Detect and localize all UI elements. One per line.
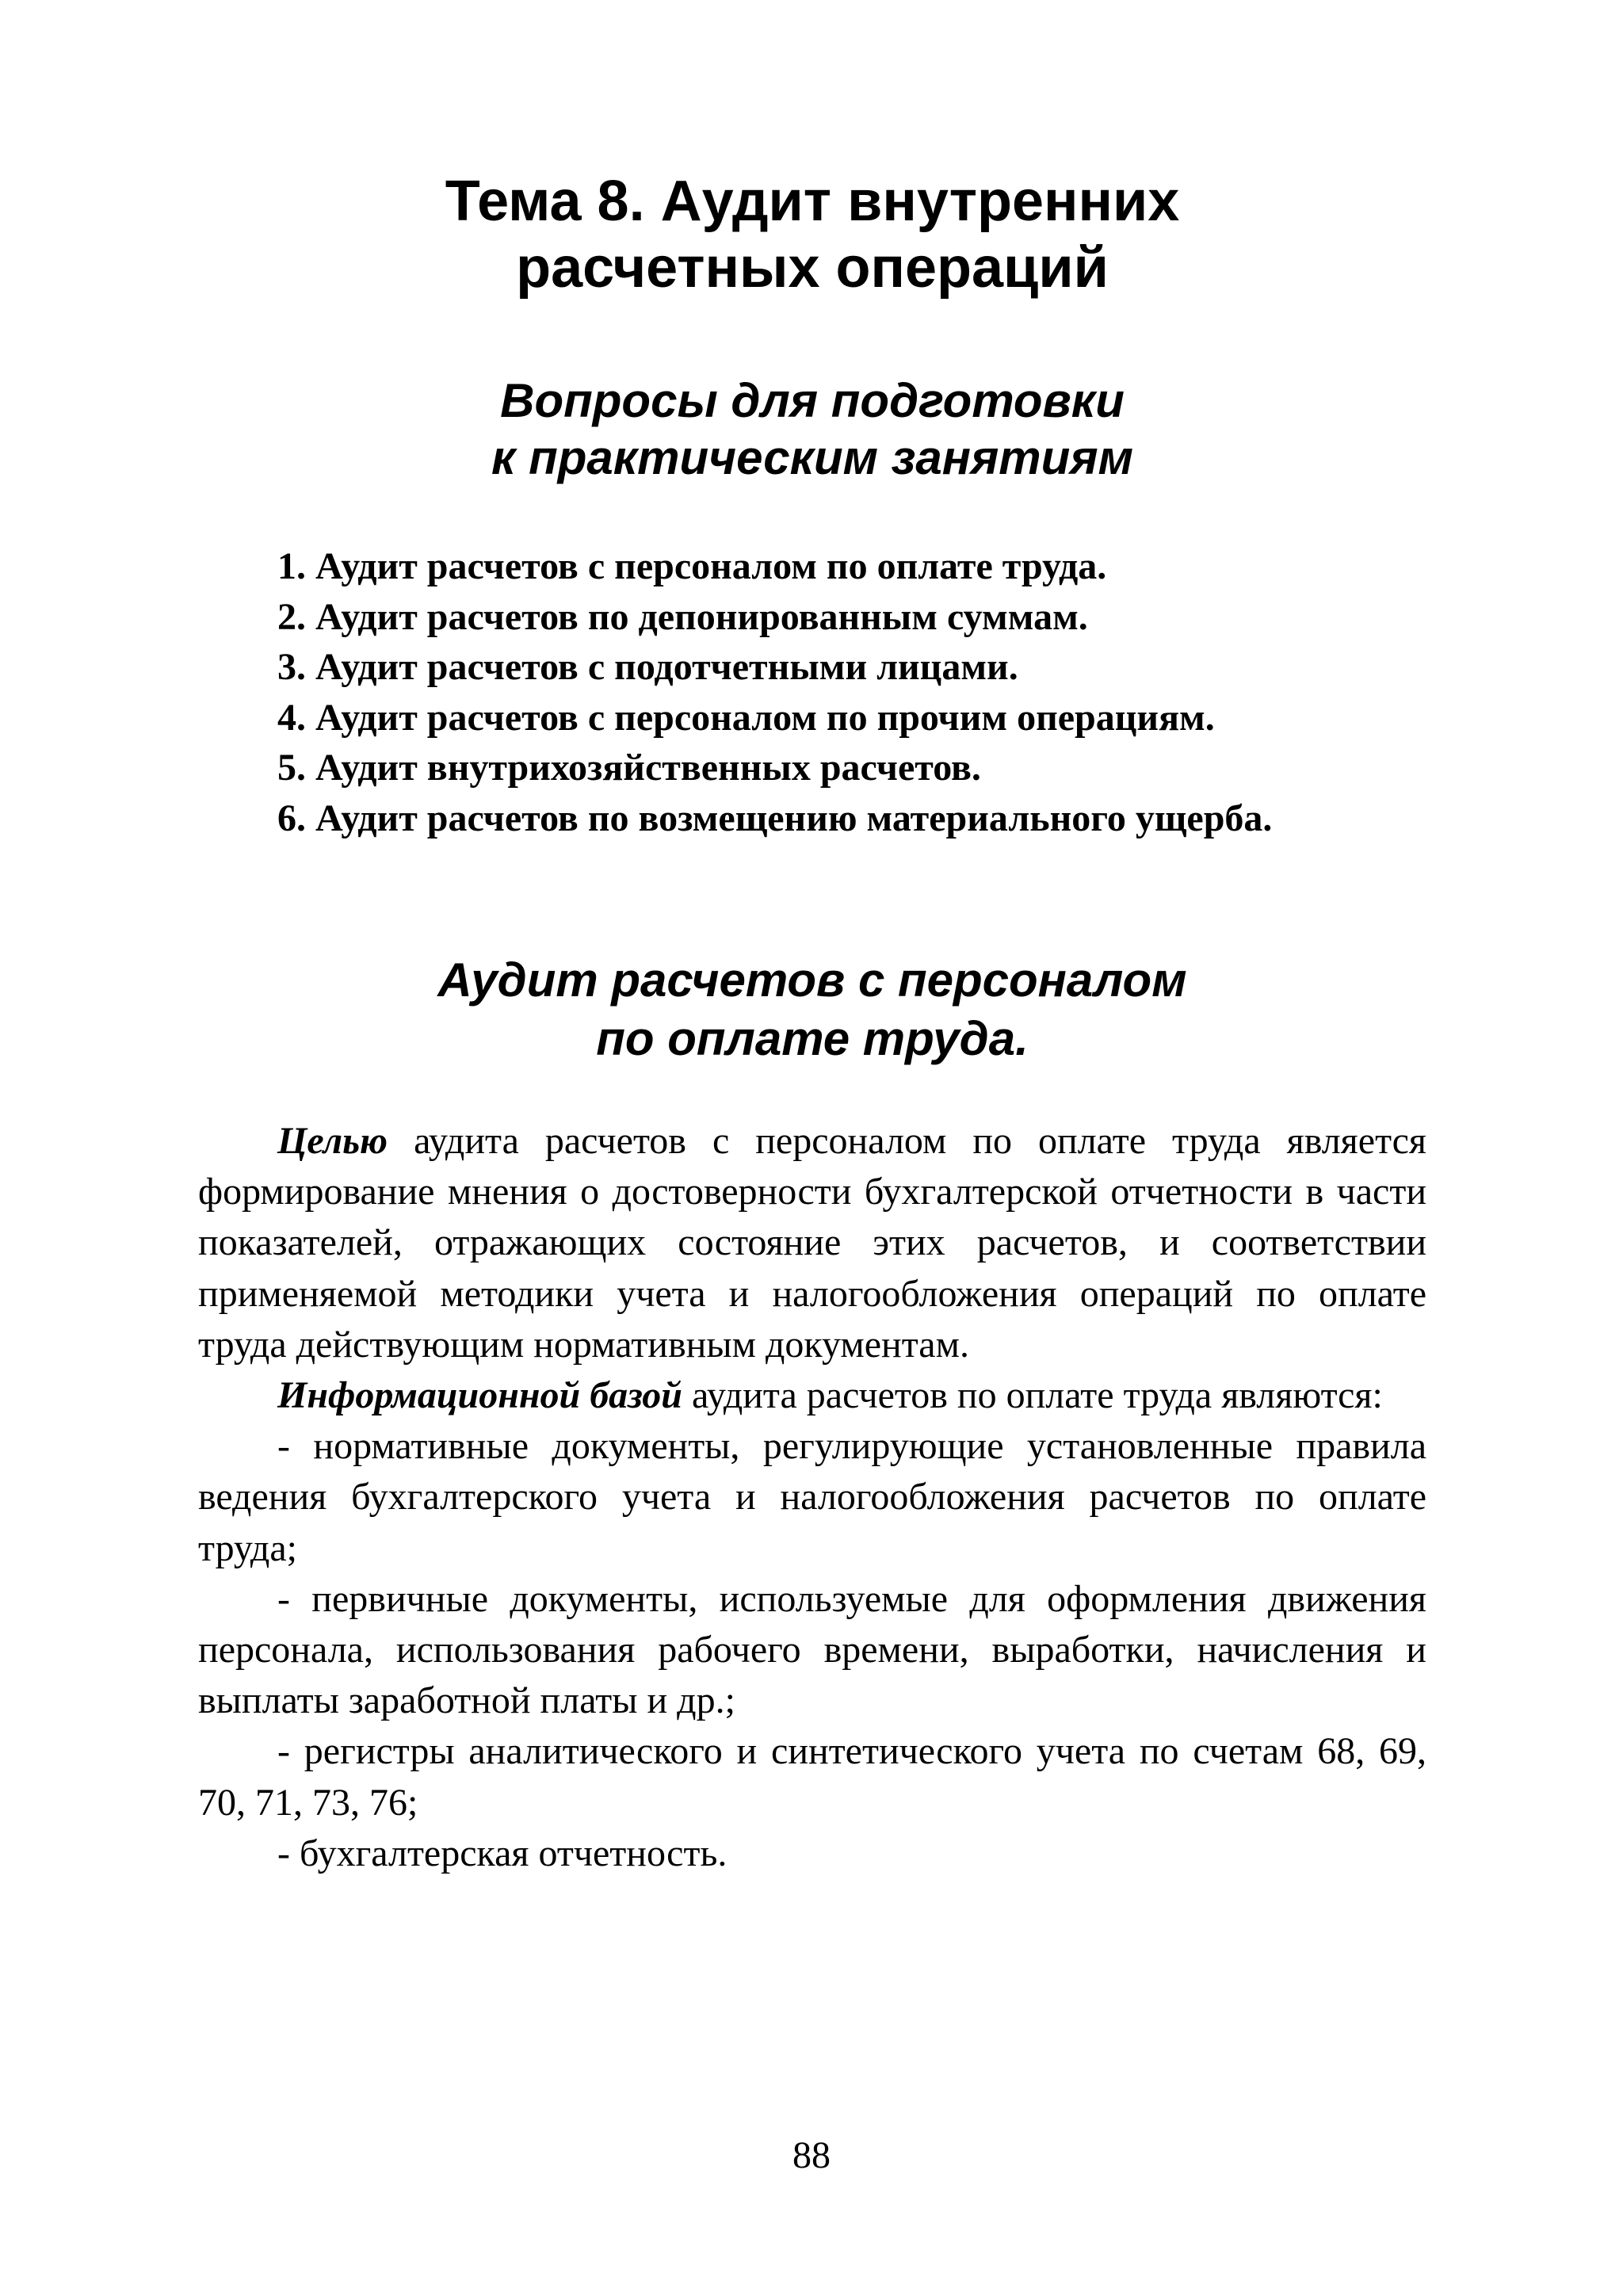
body-text [198,1116,1426,1879]
page-number: 88 [792,2134,831,2176]
section-heading-line-2: по оплате труда. [596,1012,1029,1065]
section-heading-line-1: Аудит расчетов с персоналом [437,953,1187,1007]
info-base-term: Информационной базой [277,1374,682,1417]
question-item: 5. Аудит внутрихозяйственных расчетов. [277,747,981,789]
info-base-paragraph [198,1370,1426,1421]
purpose-term: Целью [277,1120,388,1162]
info-base-item: - регистры аналитического и синтетического учета по счетам 68, 69, 70, 71, 73, 76; [198,1730,1426,1824]
purpose-text: аудита расчетов с персоналом по оплате труда является формирование мнения о достоверности бухгалтерской отчетности в части показателей, отражающих состояние этих расчетов, и соответствии применяемой методики учета и налогообложения операций по оплате труда действующим нормативным документам. [198,1120,1427,1366]
title-line-2: расчетных операций [516,236,1109,300]
questions-heading-line-1: Вопросы для подготовки [500,374,1125,427]
question-item: 3. Аудит расчетов с подотчетными лицами. [277,646,1018,688]
question-item: 4. Аудит расчетов с персоналом по прочим операциям. [277,696,1215,739]
questions-heading-line-2: к практическим занятиям [491,431,1133,484]
question-item: 6. Аудит расчетов по возмещению материального ущерба. [277,797,1273,839]
info-base-text: аудита расчетов по оплате труда являются: [691,1374,1383,1417]
info-base-item: - бухгалтерская отчетность. [277,1832,727,1874]
questions-heading [198,372,1426,487]
questions-list [198,541,1426,843]
question-item: 1. Аудит расчетов с персоналом по оплате труда. [277,545,1107,587]
title-line-1: Тема 8. Аудит внутренних [445,170,1180,233]
info-base-item: - нормативные документы, регулирующие установленные правила ведения бухгалтерского учета и налогообложения расчетов по оплате труда; [198,1425,1426,1569]
purpose-paragraph [198,1116,1426,1370]
section-heading [198,951,1426,1068]
info-base-item: - первичные документы, используемые для оформления движения персонала, использования рабочего времени, выработки, начисления и выплаты заработной платы и др.; [198,1577,1426,1722]
question-item: 2. Аудит расчетов по депонированным суммам. [277,595,1088,638]
page-title [198,168,1426,301]
